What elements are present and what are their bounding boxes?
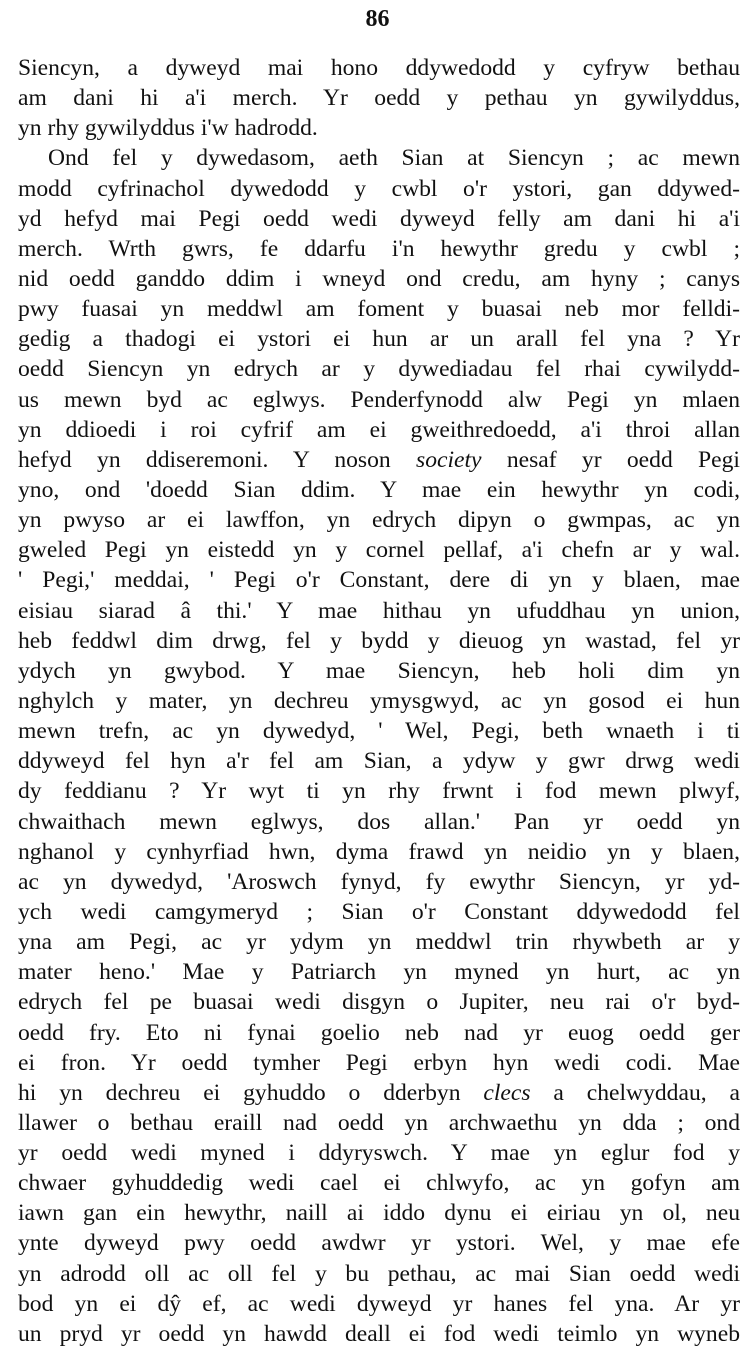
page-number: 86 (365, 6, 390, 32)
text-line: un pryd yr oedd yn hawdd deall ei fod wedi teimlo yn wyneb (18, 1320, 740, 1347)
text-line (18, 445, 740, 475)
text-line: heb feddwl dim drwg, fel y bydd y dieuog yn wastad, fel yr (18, 627, 740, 654)
text-line: modd cyfrinachol dywedodd y cwbl o'r ystori, gan ddywed- (18, 175, 740, 202)
text-line: us mewn byd ac eglwys. Penderfynodd alw Pegi yn mlaen (18, 386, 740, 413)
text-line: yn pwyso ar ei lawffon, yn edrych dipyn o gwmpas, ac yn (18, 507, 740, 534)
text-line: eisiau siarad â thi.' Y mae hithau yn ufuddhau yn union, (18, 597, 740, 624)
text-line: gweled Pegi yn eistedd yn y cornel pellaf, a'i chefn ar y wal. (18, 537, 740, 564)
text-run: hi yn dechreu ei gyhuddo o dderbyn (18, 1079, 484, 1106)
text-line: iawn gan ein hewythr, naill ai iddo dynu ei eiriau yn ol, neu (18, 1200, 740, 1227)
text-line: ddyweyd fel hyn a'r fel am Sian, a ydyw y gwr drwg wedi (18, 748, 740, 775)
text-line: bod yn ei dŷ ef, ac wedi dyweyd yr hanes fel yna. Ar yr (18, 1290, 740, 1317)
text-line: nghylch y mater, yn dechreu ymysgwyd, ac yn gosod ei hun (18, 687, 740, 714)
text-line: yn ddioedi i roi cyfrif am ei gweithredoedd, a'i throi allan (18, 416, 740, 443)
text-line: llawer o bethau eraill nad oedd yn archwaethu yn dda ; ond (18, 1109, 740, 1136)
text-run: hefyd yn ddiseremoni. Y noson (18, 446, 417, 473)
text-line (18, 1078, 740, 1108)
text-line: ' Pegi,' meddai, ' Pegi o'r Constant, dere di yn y blaen, mae (18, 567, 740, 594)
text-line: ydych yn gwybod. Y mae Siencyn, heb holi dim yn (18, 657, 740, 684)
text-line: mater heno.' Mae y Patriarch yn myned yn hurt, ac yn (18, 959, 740, 986)
text-run: a chelwyddau, a (530, 1079, 740, 1106)
text-line: yn adrodd oll ac oll fel y bu pethau, ac mai Sian oedd wedi (18, 1260, 740, 1287)
text-line: mewn trefn, ac yn dywedyd, ' Wel, Pegi, beth wnaeth i ti (18, 718, 740, 745)
text-line: ac yn dywedyd, 'Aroswch fynyd, fy ewythr Siencyn, yr yd- (18, 868, 740, 895)
body-text (18, 53, 740, 1349)
text-line: nghanol y cynhyrfiad hwn, dyma frawd yn neidio yn y blaen, (18, 838, 740, 865)
text-line: ynte dyweyd pwy oedd awdwr yr ystori. Wel, y mae efe (18, 1230, 740, 1257)
text-line: merch. Wrth gwrs, fe ddarfu i'n hewythr gredu y cwbl ; (18, 235, 740, 262)
text-line: gedig a thadogi ei ystori ei hun ar un arall fel yna ? Yr (18, 326, 740, 353)
text-line: nid oedd ganddo ddim i wneyd ond credu, am hyny ; canys (18, 265, 740, 292)
text-line: ych wedi camgymeryd ; Sian o'r Constant ddywedodd fel (18, 898, 740, 925)
text-line: oedd Siencyn yn edrych ar y dywediadau fel rhai cywilydd- (18, 356, 740, 383)
text-line: ei fron. Yr oedd tymher Pegi erbyn hyn wedi codi. Mae (18, 1049, 740, 1076)
italic-word: society (416, 446, 482, 473)
text-line: Siencyn, a dyweyd mai hono ddywedodd y cyfryw bethau (18, 55, 740, 81)
text-line: pwy fuasai yn meddwl am foment y buasai neb mor felldi- (18, 296, 740, 323)
text-line: am dani hi a'i merch. Yr oedd y pethau yn gywilyddus, (18, 85, 740, 112)
text-line: Ond fel y dywedasom, aeth Sian at Siencyn ; ac mewn (48, 145, 740, 172)
text-run: nesaf yr oedd Pegi (481, 446, 740, 473)
text-line: oedd fry. Eto ni fynai goelio neb nad yr euog oedd ger (18, 1019, 740, 1046)
text-line: yr oedd wedi myned i ddyryswch. Y mae yn eglur fod y (18, 1140, 740, 1167)
text-line: yno, ond 'doedd Sian ddim. Y mae ein hewythr yn codi, (18, 476, 740, 503)
text-line: yd hefyd mai Pegi oedd wedi dyweyd felly am dani hi a'i (18, 205, 740, 232)
text-line: edrych fel pe buasai wedi disgyn o Jupiter, neu rai o'r byd- (18, 989, 740, 1016)
text-line: chwaithach mewn eglwys, dos allan.' Pan yr oedd yn (18, 808, 740, 835)
text-line: chwaer gyhuddedig wedi cael ei chlwyfo, ac yn gofyn am (18, 1170, 740, 1197)
text-line: yna am Pegi, ac yr ydym yn meddwl trin rhywbeth ar y (18, 929, 740, 956)
italic-word: clecs (483, 1079, 531, 1106)
text-line: yn rhy gywilyddus i'w hadrodd. (18, 115, 318, 142)
text-line: dy feddianu ? Yr wyt ti yn rhy frwnt i fod mewn plwyf, (18, 778, 740, 805)
